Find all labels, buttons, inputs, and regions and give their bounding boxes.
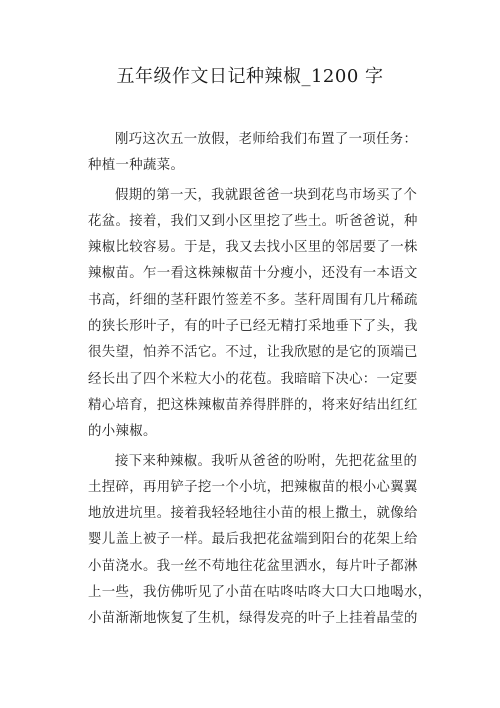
text-line: 书高，纤细的茎秆跟竹签差不多。茎秆周围有几片稀疏: [88, 292, 418, 308]
article-body: [88, 127, 432, 636]
text-line: 的小辣椒。: [88, 424, 157, 440]
text-line: 土捏碎，再用铲子挖一个小坑，把辣椒苗的根小心翼翼: [88, 479, 418, 495]
text-line: 很失望，怕养不活它。不过，让我欣慰的是它的顶端已: [88, 345, 418, 361]
paragraph-1: [88, 127, 418, 180]
text-line: 小苗浇水。我一丝不苟地往花盆里洒水，每片叶子都淋: [88, 558, 418, 574]
text-line: 小苗渐渐地恢复了生机，绿得发亮的叶子上挂着晶莹的: [88, 611, 418, 627]
text-line: 辣椒苗。乍一看这株辣椒苗十分瘦小，还没有一本语文: [88, 266, 418, 282]
text-line: 花盆。接着，我们又到小区里挖了些土。听爸爸说，种: [88, 213, 418, 229]
text-line: 上一些，我仿佛听见了小苗在咕咚咕咚大口大口地喝水，: [88, 585, 432, 601]
page-title: 五年级作文日记种辣椒_1200 字: [116, 66, 384, 87]
text-line: 精心培育，把这株辣椒苗养得胖胖的，将来好结出红红: [88, 397, 418, 413]
paragraph-3: [88, 449, 432, 633]
text-line: 刚巧这次五一放假，老师给我们布置了一项任务：: [115, 132, 418, 147]
text-line: 种植一种蔬菜。: [88, 158, 185, 174]
text-line: 假期的第一天，我就跟爸爸一块到花鸟市场买了个: [115, 187, 418, 203]
text-line: 辣椒比较容易。于是，我又去找小区里的邻居要了一株: [88, 240, 418, 256]
text-line: 婴儿盖上被子一样。最后我把花盆端到阳台的花架上给: [88, 532, 418, 548]
text-line: 接下来种辣椒。我听从爸爸的吩咐，先把花盆里的: [115, 453, 418, 469]
text-line: 的狭长形叶子，有的叶子已经无精打采地垂下了头，我: [88, 319, 418, 335]
paragraph-2: [88, 183, 418, 446]
text-line: 经长出了四个米粒大小的花苞。我暗暗下决心：一定要: [88, 371, 418, 387]
text-line: 地放进坑里。接着我轻轻地往小苗的根上撒土，就像给: [88, 506, 418, 522]
